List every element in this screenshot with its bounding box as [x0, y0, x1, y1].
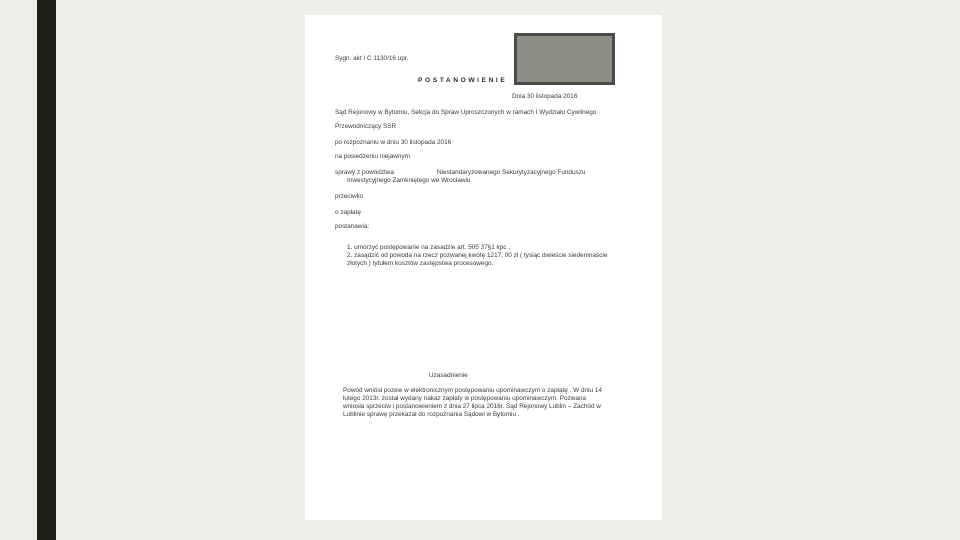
- chair-line: Przewodniczący SSR: [335, 123, 397, 130]
- justification-line: Lublinie sprawę przekazał do rozpoznania Sądowi w Bytomiu .: [343, 411, 520, 418]
- claim-line: o zapłatę: [335, 209, 361, 216]
- closed-session-line: na posiedzeniu niejawnym: [335, 153, 410, 160]
- justification-line: lutego 2013r. został wydany nakaz zapłaty w postępowaniu upominawczym. Pozwana: [343, 395, 586, 402]
- justification-heading: Uzasadnienie: [429, 372, 468, 379]
- decision-point-2a: 2. zasądzić od powoda na rzecz pozwanej kwotę 1217, 00 zł ( tysiąc dwieście siedemnaście: [347, 252, 608, 259]
- case-line-left: sprawy z powództwa: [335, 169, 394, 176]
- redaction-fill: [517, 36, 612, 82]
- decides-line: postanawia:: [335, 223, 370, 230]
- case-line-right: Niestandaryzowanego Sekurytyzacyjnego Funduszu: [437, 169, 586, 176]
- document-date: Dnia 30 listopada 2016: [512, 93, 578, 100]
- session-line: po rozpoznaniu w dniu 30 listopada 2016: [335, 139, 452, 146]
- justification-line: wniosła sprzeciw i postanowieniem z dnia 27 lipca 2016r. Sąd Rejonowy Lublin – Zachód w: [343, 403, 601, 410]
- left-accent-bar: [37, 0, 56, 540]
- against-line: przeciwko: [335, 193, 364, 200]
- document-title: POSTANOWIENIE: [418, 77, 508, 84]
- case-line-2: Inwestycyjnego Zamkniętego we Wrocławiu: [347, 177, 471, 184]
- document-page: [305, 15, 662, 520]
- justification-line: Powód wniósł pozew w elektronicznym postępowaniu upominawczym o zapłatę . W dniu 14: [343, 387, 602, 394]
- case-signature: Sygn. akt I C 1130/16 upr.: [335, 55, 409, 62]
- court-line: Sąd Rejonowy w Bytomiu, Sekcja do Spraw Uproszczonych w ramach I Wydziału Cywilnego: [335, 109, 597, 116]
- redaction-box: [514, 33, 615, 85]
- decision-point-1: 1. umorzyć postępowanie na zasadzie art. 505 37§1 kpc ,: [347, 244, 511, 251]
- decision-point-2b: złotych ) tytułem kosztów zastępstwa procesowego.: [347, 260, 494, 267]
